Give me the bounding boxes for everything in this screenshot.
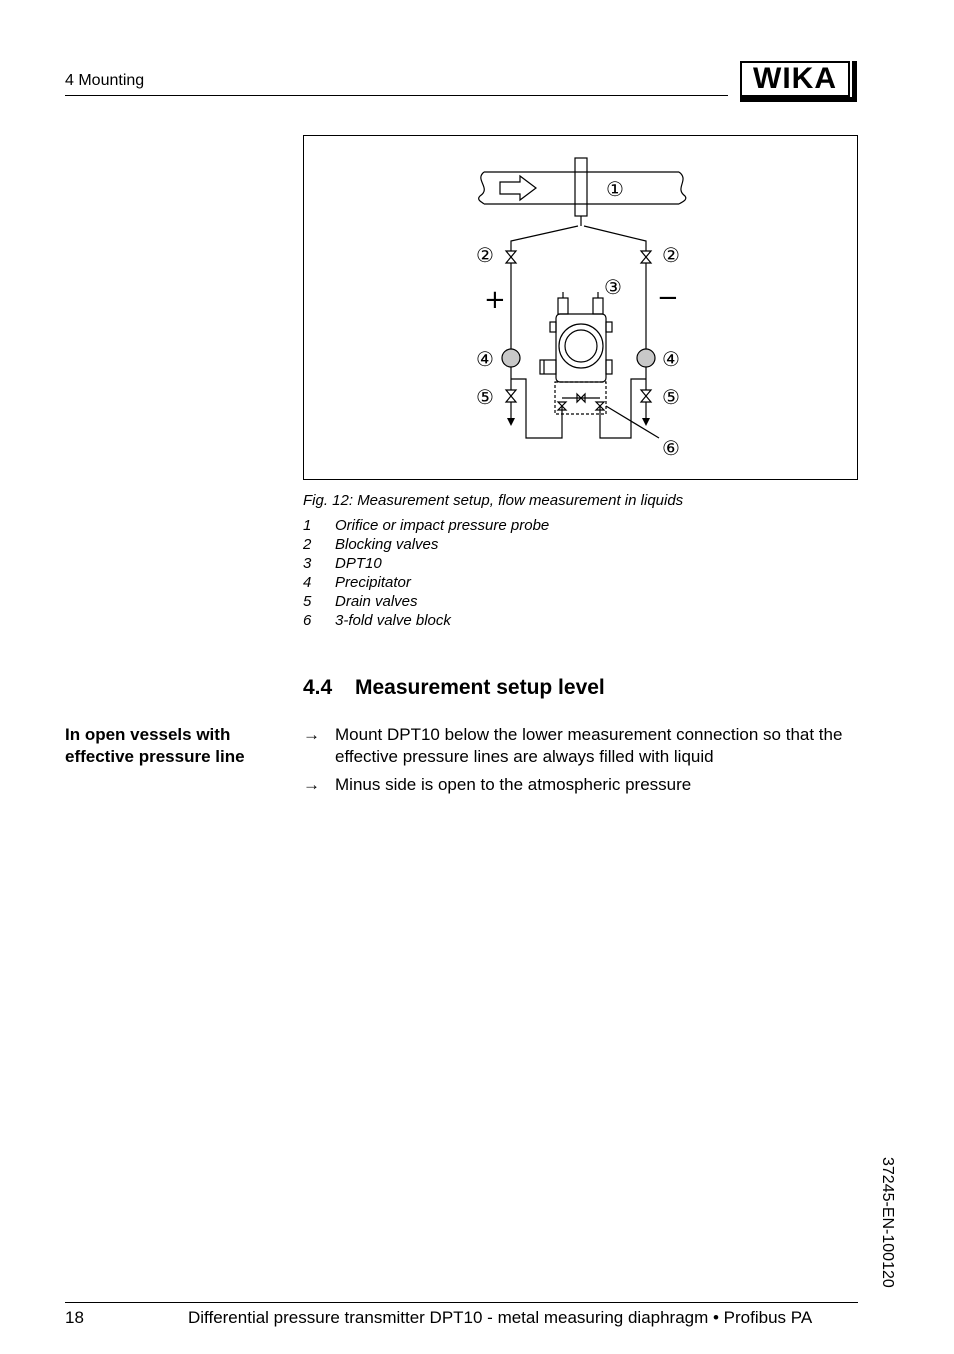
- legend-item: 3 DPT10: [303, 555, 382, 572]
- figure-legend: [303, 517, 549, 631]
- list-item: → Minus side is open to the atmospheric pressure: [303, 775, 692, 794]
- flow-setup-diagram: [304, 136, 859, 481]
- minus-side-sign: −: [657, 283, 679, 313]
- figure-flow-measurement: [303, 135, 858, 480]
- legend-item: 4 Precipitator: [303, 574, 411, 591]
- header-section-title: 4 Mounting: [65, 72, 145, 89]
- section-heading: [303, 676, 605, 700]
- legend-item: 1 Orifice or impact pressure probe: [303, 517, 550, 534]
- document-code: 37245-EN-100120: [879, 1157, 896, 1288]
- callout-4-right: ④: [662, 347, 680, 371]
- section-number: 4.4: [303, 676, 333, 699]
- arrow-icon: →: [303, 775, 320, 794]
- footer-title: Differential pressure transmitter DPT10 - metal measuring diaphragm • Profibus PA: [188, 1308, 813, 1327]
- page-number: 18: [65, 1308, 84, 1327]
- figure-caption: Fig. 12: Measurement setup, flow measurement in liquids: [303, 492, 684, 509]
- side-label: In open vessels with effective pressure line: [65, 725, 245, 766]
- legend-item: 2 Blocking valves: [303, 536, 439, 553]
- legend-item: 5 Drain valves: [303, 593, 418, 610]
- callout-3: ③: [604, 275, 622, 299]
- arrow-icon: →: [303, 725, 320, 744]
- section-title: Measurement setup level: [355, 676, 605, 699]
- logo-text: WIKA: [753, 62, 837, 95]
- logo-shadow-bottom: [740, 97, 857, 102]
- callout-6: ⑥: [662, 436, 680, 460]
- callout-2-left: ②: [476, 243, 494, 267]
- instruction-list: [303, 724, 863, 802]
- callout-1: ①: [606, 177, 624, 201]
- callout-5-left: ⑤: [476, 385, 494, 409]
- legend-item: 6 3-fold valve block: [303, 612, 451, 629]
- list-item: → Mount DPT10 below the lower measurement connection so that the effective pressure lines are always filled with liquid: [303, 725, 843, 766]
- callout-2-right: ②: [662, 243, 680, 267]
- callout-5-right: ⑤: [662, 385, 680, 409]
- callout-4-left: ④: [476, 347, 494, 371]
- plus-side-sign: +: [484, 285, 506, 315]
- footer-divider: [65, 1302, 858, 1303]
- logo-shadow-right: [852, 61, 857, 102]
- header-divider: [65, 95, 728, 96]
- wika-logo: [740, 61, 850, 97]
